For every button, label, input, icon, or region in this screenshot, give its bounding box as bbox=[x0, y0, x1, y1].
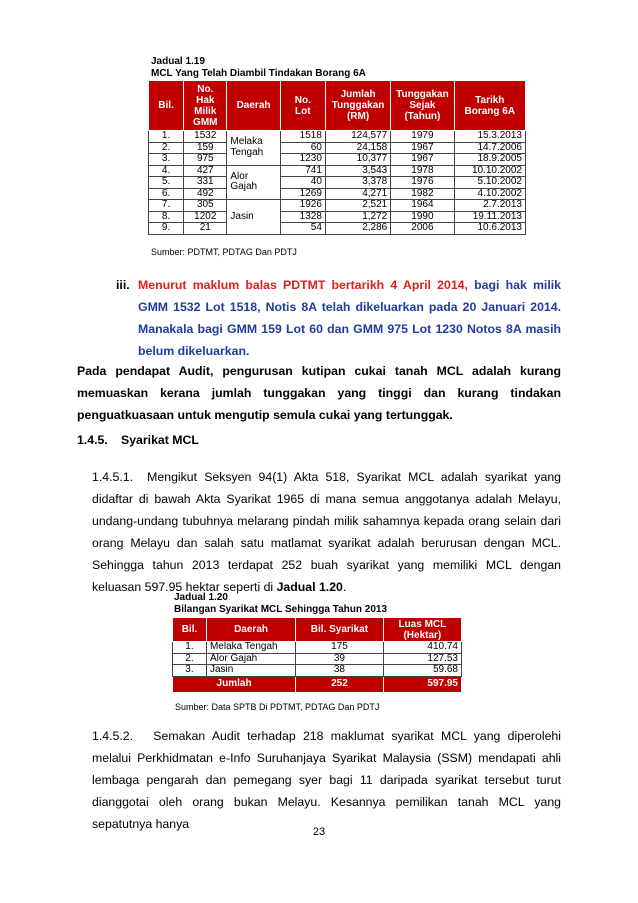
table-1-19 bbox=[148, 80, 526, 235]
t2-header-syarikat: Bil. Syarikat bbox=[296, 618, 384, 642]
table2-caption-number: Jadual 1.20 bbox=[174, 592, 228, 603]
t2-header-bil: Bil. bbox=[173, 618, 207, 642]
district-cell: Melaka Tengah bbox=[227, 131, 280, 166]
table-1-20 bbox=[172, 617, 462, 693]
header-hak-milik: No. Hak Milik GMM bbox=[184, 81, 227, 131]
table2-caption-title: Bilangan Syarikat MCL Sehingga Tahun 2013 bbox=[174, 604, 388, 615]
table1-source: Sumber: PDTMT, PDTAG Dan PDTJ bbox=[151, 247, 297, 257]
audit-opinion: Pada pendapat Audit, pengurusan kutipan cukai tanah MCL adalah kurang memuaskan kerana jumlah tunggakan yang tinggi dan kurang tindakan penguatkuasaan untuk mengutip semula cukai yang tertunggak. bbox=[77, 364, 561, 422]
para1-text: Mengikut Seksyen 94(1) Akta 518, Syarikat MCL adalah syarikat yang didaftar di bawah Akta Syarikat 1965 di mana semua anggotanya adalah Melayu, undang-undang tubuhnya melarang pindah milik sahamnya kepada orang selain dari orang Melayu dan salah satu matlamat syarikat adalah berurusan dengan MCL. Sehingga tahun 2013 terdapat 252 buah syarikat yang memiliki MCL dengan keluasan 597.95 hektar seperti di bbox=[92, 470, 561, 594]
header-daerah: Daerah bbox=[227, 81, 280, 131]
table-row: 3. Jasin 38 59.68 bbox=[173, 665, 462, 677]
table-row: 1. 1532 Melaka Tengah 1518 124,577 1979 15.3.2013 bbox=[149, 131, 526, 143]
header-lot: No. Lot bbox=[280, 81, 325, 131]
para1-number: 1.4.5.1. bbox=[92, 470, 134, 484]
district-cell: Alor Gajah bbox=[227, 165, 280, 200]
section-number: 1.4.5. bbox=[77, 433, 108, 447]
header-bil: Bil. bbox=[149, 81, 184, 131]
section-title: Syarikat MCL bbox=[121, 433, 199, 447]
table-row: 1. Melaka Tengah 175 410.74 bbox=[173, 642, 462, 654]
item-iii-marker: iii. bbox=[116, 278, 130, 292]
table-row: 2. 159 60 24,158 1967 14.7.2006 bbox=[149, 142, 526, 154]
para2-number: 1.4.5.2. bbox=[92, 729, 134, 743]
total-row: Jumlah 252 597.95 bbox=[173, 676, 462, 692]
table1-caption-title: MCL Yang Telah Diambil Tindakan Borang 6A bbox=[151, 68, 366, 79]
table-row: 5. 331 40 3,378 1976 5.10.2002 bbox=[149, 177, 526, 189]
t2-header-daerah: Daerah bbox=[206, 618, 295, 642]
item-iii-blue-text: bagi hak milik GMM 1532 Lot 1518, Notis 8A telah dikeluarkan pada 20 Januari 2014. Manakala bagi GMM 159 Lot 60 dan GMM 975 Lot 1230 Notos 8A masih belum dikeluarkan. bbox=[138, 278, 562, 358]
item-iii-red-text: Menurut maklum balas PDTMT bertarikh 4 April 2014, bbox=[138, 278, 468, 292]
header-jumlah-tunggakan: Jumlah Tunggakan (RM) bbox=[325, 81, 390, 131]
table-row: 4. 427 Alor Gajah 741 3,543 1978 10.10.2002 bbox=[149, 165, 526, 177]
table-row: 6. 492 1269 4,271 1982 4.10.2002 bbox=[149, 188, 526, 200]
district-cell: Jasin bbox=[227, 200, 280, 235]
table-row: 3. 975 1230 10,377 1967 18.9.2005 bbox=[149, 154, 526, 166]
para1-table-ref: Jadual 1.20 bbox=[276, 580, 343, 594]
table-row: 9. 21 54 2,286 2006 10.6.2013 bbox=[149, 223, 526, 235]
header-tunggakan-sejak: Tunggakan Sejak (Tahun) bbox=[391, 81, 454, 131]
header-tarikh-borang: Tarikh Borang 6A bbox=[454, 81, 525, 131]
table1-caption-number: Jadual 1.19 bbox=[151, 56, 205, 67]
t2-header-luas: Luas MCL (Hektar) bbox=[383, 618, 461, 642]
para2-text: Semakan Audit terhadap 218 maklumat syarikat MCL yang diperolehi melalui Perkhidmatan e-Info Suruhanjaya Syarikat Malaysia (SSM) mendapati ahli lembaga pengarah dan pemegang syer bagi 11 daripada syarikat tersebut turut dianggotai oleh orang bukan Melayu. Kesannya pemilikan tanah MCL yang sepatutnya hanya bbox=[92, 729, 561, 831]
table-row: 8. 1202 1328 1,272 1990 19.11.2013 bbox=[149, 211, 526, 223]
paragraph-1-4-5-2 bbox=[92, 725, 561, 835]
table-row: 2. Alor Gajah 39 127.53 bbox=[173, 653, 462, 665]
paragraph-1-4-5-1: 1.4.5.1. Mengikut Seksyen 94(1) Akta 518, Syarikat MCL adalah syarikat yang didaftar di bawah Akta Syarikat 1965 di mana semua anggotanya adalah Melayu, undang-undang tubuhnya melarang pindah milik sahamnya kepada orang selain dari orang Melayu dan salah satu matlamat syarikat adalah berurusan dengan MCL. Sehingga tahun 2013 terdapat 252 buah syarikat yang memiliki MCL dengan keluasan 597.95 hektar seperti di Jadual 1.20. bbox=[92, 466, 561, 598]
table-row: 7. 305 Jasin 1926 2,521 1964 2.7.2013 bbox=[149, 200, 526, 212]
table2-source: Sumber: Data SPTB Di PDTMT, PDTAG Dan PDTJ bbox=[175, 702, 380, 712]
item-iii-text bbox=[138, 274, 561, 362]
page-number: 23 bbox=[312, 826, 326, 838]
